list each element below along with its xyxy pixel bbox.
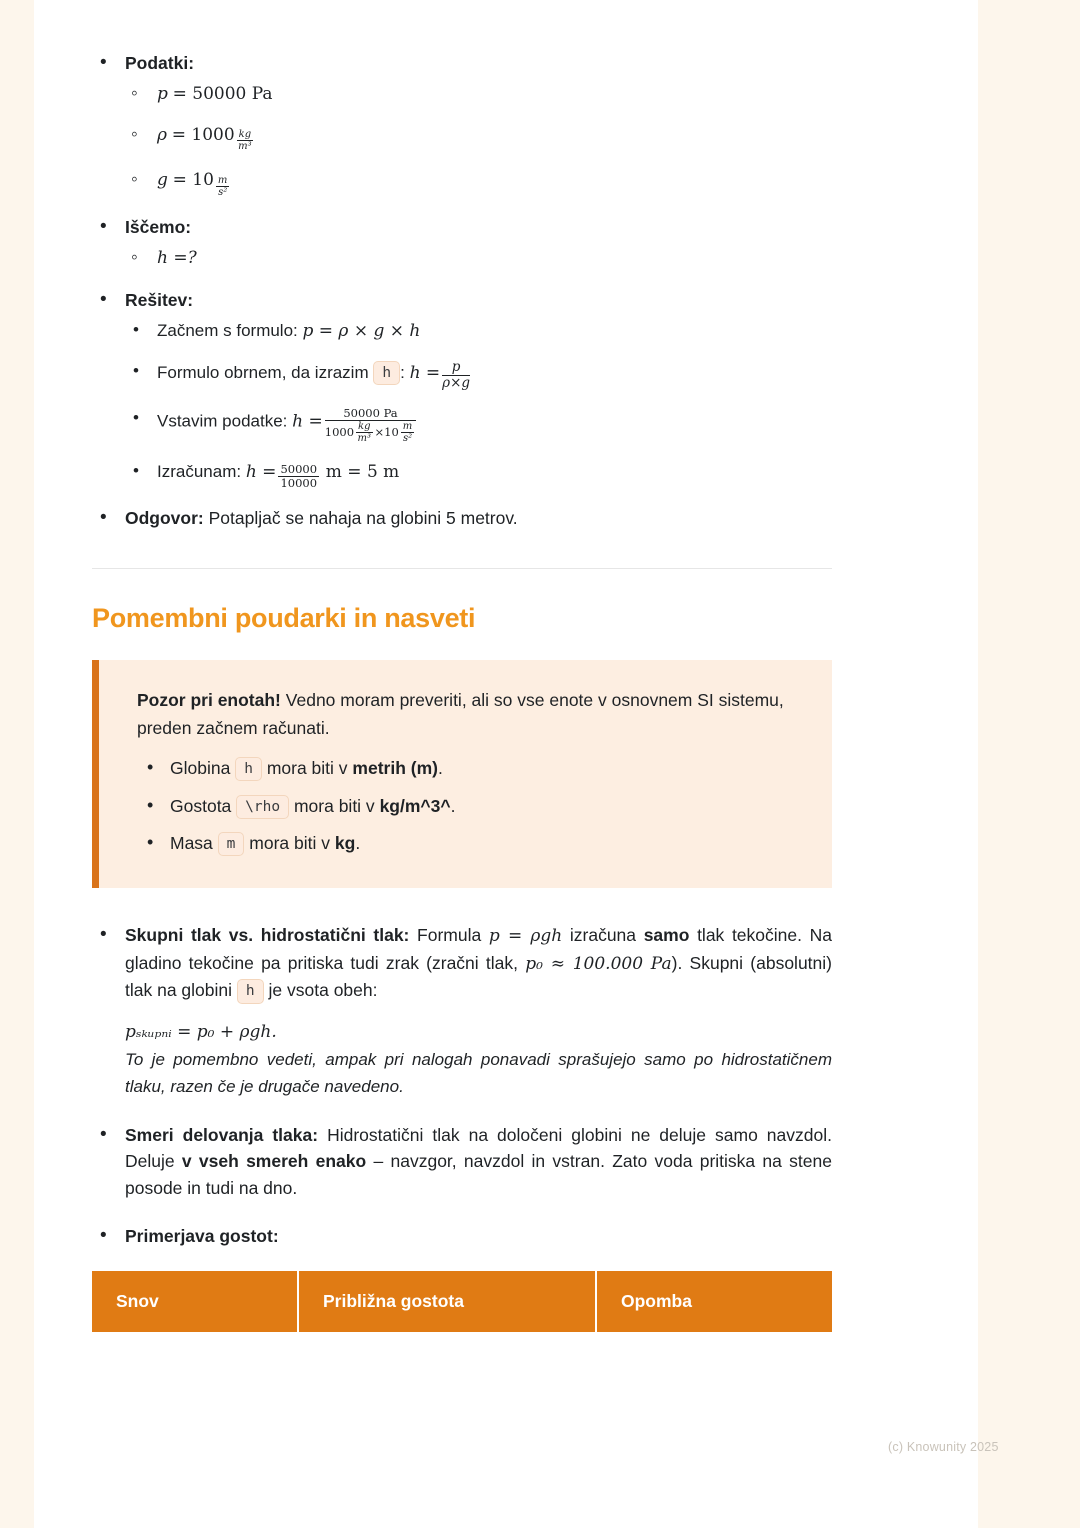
tip-math: p₀ ≈ 100.000 Pa <box>525 953 672 974</box>
step-math: p = ρ × g × h <box>302 321 421 342</box>
step-text: Izračunam: <box>157 462 242 482</box>
solve-section <box>92 287 832 490</box>
solve-heading: Rešitev: <box>125 289 194 310</box>
tip-math: p = ρgh <box>488 926 563 947</box>
seek-items <box>125 246 832 271</box>
data-items <box>125 82 832 198</box>
units-warning-callout <box>92 660 832 889</box>
item-post: . <box>355 833 361 854</box>
item-bold: metrih (m) <box>352 758 438 779</box>
item-post: . <box>450 795 456 816</box>
tip-paragraph <box>125 922 832 1003</box>
tip-title: Skupni tlak vs. hidrostatični tlak: <box>125 925 410 946</box>
tip-text: Hidrostatični tlak na določeni globini ne deluje samo navzdol. Deluje <box>125 1125 832 1172</box>
step-math: h = <box>292 411 323 432</box>
symbol: p <box>157 84 168 105</box>
symbol: ρ <box>157 124 167 145</box>
item-pre: Masa <box>170 833 213 854</box>
step-result: m = 5 m <box>325 462 400 483</box>
item-pre: Globina <box>170 758 231 779</box>
fraction-denominator: 1000 $\frac{kg}{\text{m³}}$ ×10 $\frac{m}{\text{s²}}$ <box>324 420 413 445</box>
tip-text: tlak tekočine. Na gladino tekočine pa pritiska tudi zrak (zračni tlak, <box>125 925 832 973</box>
column-header-gostota: Približna gostota <box>298 1271 596 1332</box>
tip-title: Smeri delovanja tlaka: <box>125 1125 319 1146</box>
item-mid: mora biti v <box>249 833 330 854</box>
answer-section <box>92 505 832 531</box>
item-mid: mora biti v <box>266 758 348 779</box>
callout-lead <box>137 686 802 743</box>
code-chip-h: h <box>373 361 400 385</box>
unit-denominator: s² <box>218 186 228 198</box>
list-item <box>125 460 832 489</box>
table-header-row <box>92 1271 832 1332</box>
item-bold: kg/m^3^ <box>379 795 451 816</box>
section-title: Pomembni poudarki in nasveti <box>92 602 476 633</box>
tip-pressure-directions <box>92 1122 832 1201</box>
fraction-denominator: ρ×g <box>442 374 471 391</box>
tip-bold: samo <box>643 925 690 946</box>
data-section <box>92 50 832 198</box>
page-margin-strip <box>978 0 1080 1528</box>
tip-note: To je pomembno vedeti, ampak pri nalogah ponavadi sprašujejo samo po hidrostatičnem tlaku, razen če je drugače navedeno. <box>125 1049 832 1097</box>
tip-text: – navzgor, navzdol in vstran. Zato voda pritiska na stene posode in tudi na dno. <box>125 1151 832 1198</box>
code-chip-h: h <box>235 757 262 781</box>
list-item <box>125 319 832 344</box>
tip-text: Formula <box>417 925 482 946</box>
tip-formula: pₛₖᵤₚₙᵢ = p₀ + ρgh. <box>125 1021 277 1042</box>
document-content <box>92 0 832 1332</box>
seek-value: h =? <box>157 248 197 269</box>
tip-text: je vsota obeh: <box>268 980 378 1001</box>
list-item <box>137 754 802 782</box>
item-post: . <box>437 758 443 779</box>
fraction-denominator: 10000 <box>280 475 318 490</box>
value: = 10 <box>172 170 214 191</box>
list-item <box>125 168 832 198</box>
tip-text: izračuna <box>569 925 637 946</box>
callout-lead-bold: Pozor pri enotah! <box>137 689 281 710</box>
list-item <box>137 792 802 820</box>
callout-list <box>137 754 802 857</box>
value: = 50000 Pa <box>172 84 273 105</box>
column-header-snov: Snov <box>92 1271 298 1332</box>
seek-section <box>92 214 832 271</box>
item-pre: Gostota <box>170 795 232 816</box>
tip-text: ). Skupni (absolutni) tlak na globini <box>125 952 832 1001</box>
step-text: Vstavim podatke: <box>157 411 288 431</box>
unit-numerator: m <box>217 174 228 186</box>
list-item <box>125 407 832 444</box>
solution-list <box>92 50 832 532</box>
tip-formula-block <box>125 1018 832 1101</box>
fraction-numerator: 50000 Pa <box>325 407 417 421</box>
tip-title: Primerjava gostot: <box>125 1225 279 1246</box>
data-heading: Podatki: <box>125 53 195 73</box>
seek-heading: Iščemo: <box>125 216 192 237</box>
symbol: g <box>157 170 168 191</box>
list-item <box>137 829 802 857</box>
tips-bullets <box>92 922 832 1249</box>
list-item <box>125 82 832 107</box>
item-mid: mora biti v <box>293 795 375 816</box>
density-table <box>92 1271 832 1332</box>
tip-paragraph <box>125 1122 832 1201</box>
step-math: h = <box>409 362 441 383</box>
list-item <box>125 246 832 271</box>
unit-numerator: kg <box>238 129 252 141</box>
code-chip-h: h <box>237 979 264 1003</box>
step-text: Formulo obrnem, da izrazim <box>157 362 369 382</box>
tip-density-comparison <box>92 1223 832 1249</box>
step-text-tail: : <box>400 362 405 382</box>
step-text: Začnem s formulo: <box>157 321 298 341</box>
code-chip-m: m <box>218 832 245 856</box>
code-chip-rho: \rho <box>236 795 289 819</box>
copyright-watermark: (c) Knowunity 2025 <box>888 1440 999 1454</box>
fraction-numerator: 50000 <box>280 461 318 476</box>
answer-label: Odgovor: <box>125 508 204 529</box>
column-header-opomba: Opomba <box>596 1271 832 1332</box>
fraction-numerator: p <box>442 360 470 376</box>
unit-denominator: m³ <box>238 141 252 153</box>
list-item <box>125 360 832 391</box>
step-math: h = <box>245 462 277 483</box>
section-divider <box>92 568 832 569</box>
value: = 1000 <box>171 124 235 145</box>
list-item <box>125 123 832 153</box>
tip-bold: v vseh smereh enako <box>181 1151 367 1172</box>
callout-lead-rest: Vedno moram preveriti, ali so vse enote v osnovnem SI sistemu, preden začnem računati. <box>137 689 784 739</box>
tip-total-pressure <box>92 922 832 1100</box>
answer-text: Potapljač se nahaja na globini 5 metrov. <box>208 508 518 529</box>
item-bold: kg <box>334 833 356 854</box>
solve-steps <box>125 319 832 489</box>
